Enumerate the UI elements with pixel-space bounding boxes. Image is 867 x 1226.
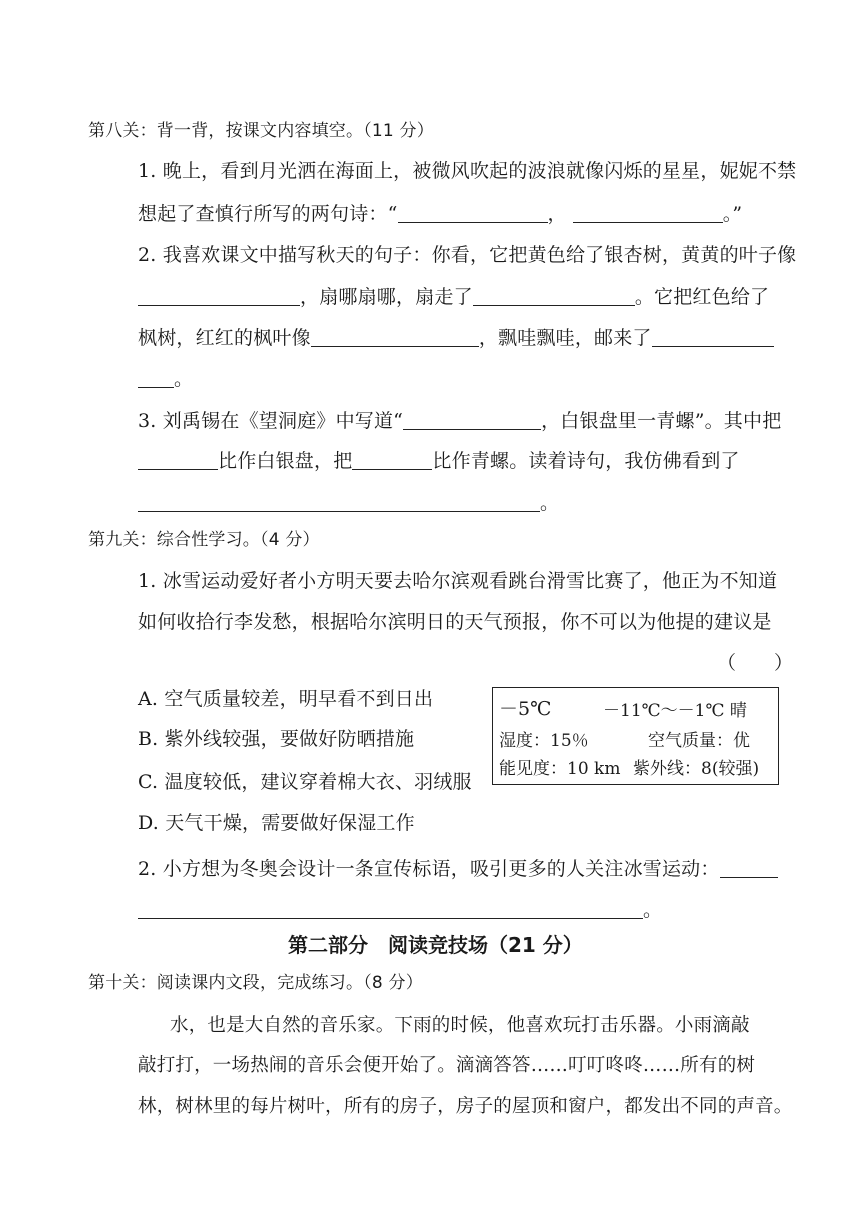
answer-blank-5[interactable] bbox=[311, 326, 479, 347]
q8-1-line1: 1. 晚上，看到月光洒在海面上，被微风吹起的波浪就像闪烁的星星，妮妮不禁 bbox=[138, 160, 797, 182]
weather-temp-now: －5℃ bbox=[499, 698, 552, 720]
q8-3-line1 bbox=[138, 408, 781, 434]
q9-1-line1: 1. 冰雪运动爱好者小方明天要去哈尔滨观看跳台滑雪比赛了，他正为不知道 bbox=[138, 570, 778, 592]
option-c[interactable]: C. 温度较低，建议穿着棉大衣、羽绒服 bbox=[138, 771, 472, 793]
q8-3-line2 bbox=[138, 448, 740, 474]
passage-line2: 敲打打，一场热闹的音乐会便开始了。滴滴答答……叮叮咚咚……所有的树 bbox=[138, 1055, 756, 1076]
weather-humidity: 湿度：15％ bbox=[499, 731, 589, 751]
q8-2-text-e: 。 bbox=[174, 368, 194, 390]
answer-blank-6[interactable] bbox=[652, 326, 774, 347]
q8-3-text-c: 比作白银盘，把 bbox=[218, 450, 353, 472]
q8-2-text-a: ，扇哪扇哪，扇走了 bbox=[300, 286, 473, 308]
answer-blank-4[interactable] bbox=[473, 285, 635, 306]
q9-2-text-a: 2. 小方想为冬奥会设计一条宣传标语，吸引更多的人关注冰雪运动： bbox=[138, 858, 720, 880]
answer-paren[interactable]: （ ） bbox=[717, 652, 794, 674]
q8-1-line2 bbox=[138, 201, 742, 227]
answer-blank-1[interactable] bbox=[398, 202, 548, 223]
option-a[interactable]: A. 空气质量较差，明早看不到日出 bbox=[138, 688, 434, 710]
q8-2-text-c: 枫树，红红的枫叶像 bbox=[138, 327, 311, 349]
weather-temp-range: －11℃～－1℃ 晴 bbox=[603, 701, 747, 721]
answer-blank-6-cont[interactable] bbox=[138, 367, 174, 388]
q8-3-text-d: 比作青螺。读着诗句，我仿佛看到了 bbox=[432, 450, 740, 472]
weather-forecast-box bbox=[492, 687, 779, 785]
passage-line3: 林，树林里的每片树叶，所有的房子，房子的屋顶和窗户，都发出不同的声音。 bbox=[138, 1096, 793, 1117]
q9-2-line2 bbox=[138, 897, 662, 923]
answer-blank-11[interactable] bbox=[720, 857, 778, 878]
q8-2-line4 bbox=[138, 366, 193, 392]
weather-visibility: 能见度：10 km bbox=[499, 759, 621, 779]
q9-2-text-b: 。 bbox=[643, 899, 663, 921]
q9-2-line1 bbox=[138, 856, 778, 882]
q8-3-line3 bbox=[138, 490, 559, 516]
q8-2-line2 bbox=[138, 284, 769, 310]
answer-blank-8[interactable] bbox=[138, 449, 218, 470]
q8-1-text-a: 想起了查慎行所写的两句诗：“ bbox=[138, 203, 398, 225]
section10-header: 第十关：阅读课内文段，完成练习。（8 分） bbox=[88, 973, 423, 993]
q8-1-text-b: ， bbox=[547, 203, 567, 225]
answer-blank-2[interactable] bbox=[573, 202, 723, 223]
section9-header: 第九关：综合性学习。（4 分） bbox=[88, 530, 320, 550]
part2-title: 第二部分 阅读竞技场（21 分） bbox=[288, 933, 583, 957]
answer-blank-3[interactable] bbox=[138, 285, 300, 306]
weather-uv: 紫外线：8(较强) bbox=[633, 759, 760, 779]
q8-3-text-a: 3. 刘禹锡在《望洞庭》中写道“ bbox=[138, 410, 404, 432]
q8-3-text-e: 。 bbox=[540, 492, 560, 514]
passage-line1: 水，也是大自然的音乐家。下雨的时候，他喜欢玩打击乐器。小雨滴敲 bbox=[170, 1015, 750, 1036]
q9-1-line2: 如何收拾行李发愁，根据哈尔滨明日的天气预报，你不可以为他提的建议是 bbox=[138, 611, 772, 633]
weather-air-quality: 空气质量：优 bbox=[648, 731, 750, 751]
q8-2-text-d: ，飘哇飘哇，邮来了 bbox=[478, 327, 652, 349]
section8-header: 第八关：背一背，按课文内容填空。（11 分） bbox=[88, 121, 434, 141]
q8-2-line1: 2. 我喜欢课文中描写秋天的句子：你看，它把黄色给了银杏树，黄黄的叶子像 bbox=[138, 244, 797, 266]
answer-blank-10[interactable] bbox=[138, 491, 540, 512]
option-d[interactable]: D. 天气干燥，需要做好保湿工作 bbox=[138, 812, 415, 834]
q8-2-line3 bbox=[138, 325, 774, 351]
answer-blank-11-cont[interactable] bbox=[138, 898, 643, 919]
q8-2-text-b: 。它把红色给了 bbox=[634, 286, 770, 308]
answer-blank-9[interactable] bbox=[352, 449, 432, 470]
option-b[interactable]: B. 紫外线较强，要做好防晒措施 bbox=[138, 728, 415, 750]
q8-3-text-b: ，白银盘里一青螺”。其中把 bbox=[541, 410, 782, 432]
answer-blank-7[interactable] bbox=[403, 409, 541, 430]
q8-1-text-c: 。” bbox=[722, 203, 743, 225]
